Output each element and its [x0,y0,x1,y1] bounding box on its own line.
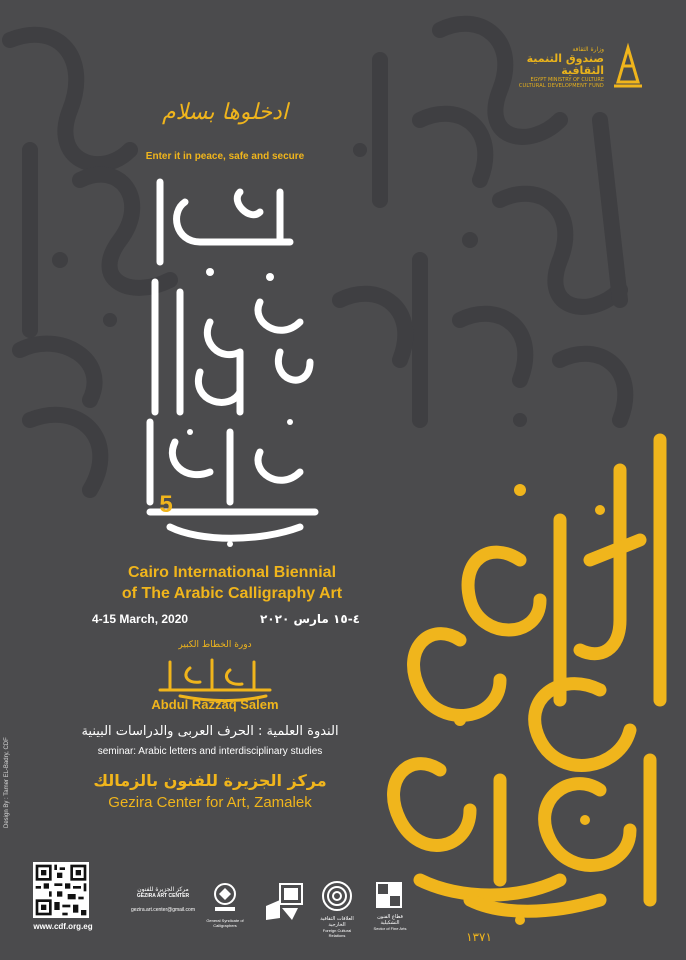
website-link[interactable]: www.cdf.org.eg [33,922,93,931]
sponsor-line3: EGYPT MINISTRY OF CULTURE [530,77,604,83]
honoree-name-english: Abdul Razzaq Salem [151,697,279,712]
venue-arabic: مركز الجزيرة للفنون بالزمالك [93,771,327,790]
gezira-name-arabic: مركز الجزيرة للفنون [137,886,189,893]
syndicate-logo [205,880,245,926]
seminar-english: seminar: Arabic letters and interdisciplinary studies [97,746,323,757]
arabic-motto: ادخلوها بسلام [162,100,288,125]
ministry-logo [262,880,306,926]
event-title-line1: Cairo International Biennial [127,564,337,581]
sponsor-line1: وزارة الثقافة [572,46,604,53]
cdf-mark-icon [610,42,646,90]
ministry-emblem-icon [262,880,306,924]
seminar-arabic: الندوة العلمية : الحرف العربى والدراسات البينية [81,724,339,739]
gezira-center-logo [127,886,199,922]
dates-english: 4-15 March, 2020 [92,612,189,626]
cultural-relations-logo [314,880,360,938]
english-motto: Enter it in peace, safe and secure [145,151,305,162]
syndicate-emblem-icon [205,880,245,914]
sponsor-line4: CULTURAL DEVELOPMENT FUND [518,83,604,89]
sponsor-logo [506,42,646,98]
fine-arts-label-english: Sector of Fine Arts [373,926,407,931]
venue-english: Gezira Center for Art, Zamalek [108,794,312,811]
gezira-name-english: GEZIRA ART CENTER [136,893,190,899]
fine-arts-label-arabic: قطاع الفنون التشكيلية [377,914,403,926]
design-credit: Design By : Tamer EL-Badry, CDF [4,737,10,828]
event-dates [82,612,382,630]
honoree-calligraphy [150,650,280,702]
gezira-email: gezira.art.center@gmail.com [131,907,195,913]
qr-code-icon[interactable] [33,862,89,918]
fine-arts-logo [368,880,412,931]
relations-label-english: Foreign Cultural Relations [322,928,352,938]
edition-number: 5 [159,491,173,518]
calligraphy-year: ١٣٧١ [466,930,492,944]
event-title-line2: of The Arabic Calligraphy Art [121,585,343,602]
relations-swirl-icon [314,880,360,912]
relations-label-arabic: العلاقات الثقافية الخارجية [320,916,354,928]
dates-arabic: ٤-١٥ مارس ٢٠٢٠ [259,612,360,626]
syndicate-label: General Syndicate of Calligraphers [206,918,244,928]
event-title [82,562,382,604]
sponsor-line2: صندوق التنمية الثقافية [526,52,604,77]
fine-arts-grid-icon [368,880,412,910]
honoree-label-arabic: دورة الخطاط الكبير [178,640,252,650]
